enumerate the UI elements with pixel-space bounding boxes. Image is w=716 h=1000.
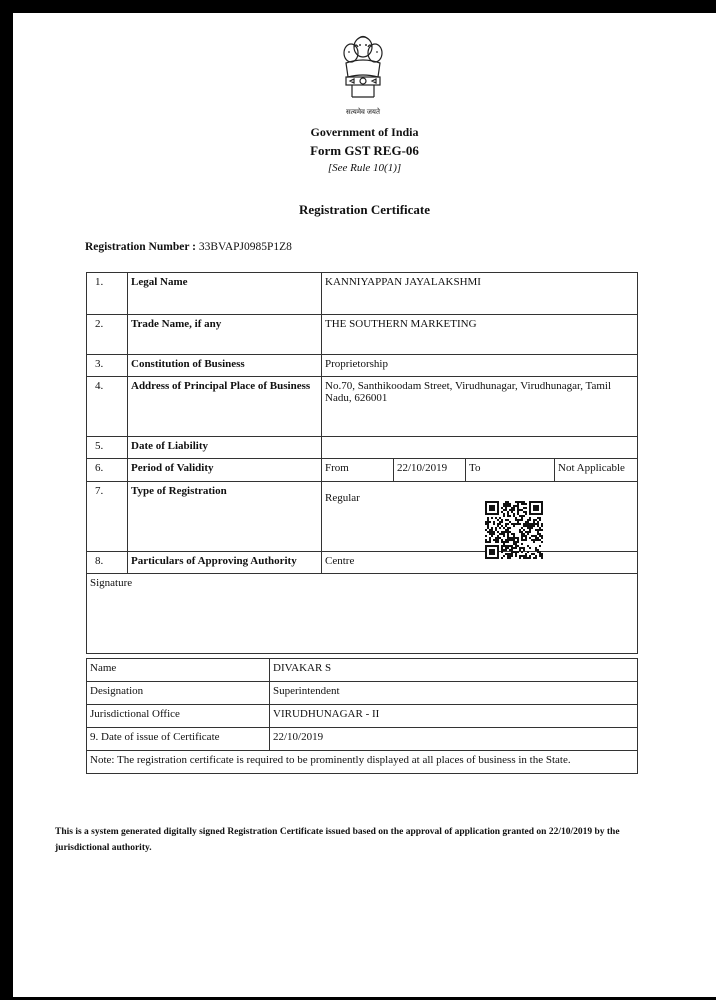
- certificate-details-table: [86, 272, 638, 654]
- row-number: 2.: [87, 315, 128, 355]
- registration-number-label: Registration Number :: [85, 241, 196, 253]
- table-row: [87, 273, 638, 315]
- row-label: Date of Liability: [128, 437, 322, 459]
- table-row: [87, 552, 638, 574]
- validity-row: [322, 459, 637, 481]
- table-row: [87, 728, 638, 751]
- validity-to-value: Not Applicable: [558, 462, 625, 474]
- row-number: 5.: [87, 437, 128, 459]
- display-note: Note: The registration certificate is required to be prominently displayed at all places of business in the State.: [87, 751, 638, 774]
- address-value: No.70, Santhikoodam Street, Virudhunagar, Virudhunagar, Tamil Nadu, 626001: [322, 377, 638, 437]
- validity-subtable: [322, 459, 637, 481]
- officer-details-table: [86, 658, 638, 774]
- designation-value: Superintendent: [270, 682, 638, 705]
- row-label: Period of Validity: [128, 459, 322, 482]
- validity-to-label: To: [466, 459, 555, 481]
- table-row: [87, 459, 638, 482]
- issue-date-label: 9. Date of issue of Certificate: [87, 728, 270, 751]
- certificate-page: [13, 13, 716, 997]
- validity-from-label: From: [322, 459, 394, 481]
- table-row: [87, 315, 638, 355]
- officer-name-label: Name: [87, 659, 270, 682]
- validity-cell: [322, 459, 638, 482]
- designation-label: Designation: [87, 682, 270, 705]
- table-row: [87, 355, 638, 377]
- issue-date-value: 22/10/2019: [270, 728, 638, 751]
- national-emblem-icon: [338, 33, 388, 99]
- trade-name-value: THE SOUTHERN MARKETING: [322, 315, 638, 355]
- row-number: 4.: [87, 377, 128, 437]
- row-label: Particulars of Approving Authority: [128, 552, 322, 574]
- emblem-motto: सत्यमेव जयते: [346, 108, 380, 116]
- legal-name-value: KANNIYAPPAN JAYALAKSHMI: [322, 273, 638, 315]
- table-row: [87, 482, 638, 552]
- row-label: Address of Principal Place of Business: [128, 377, 322, 437]
- row-label: Constitution of Business: [128, 355, 322, 377]
- registration-number: [85, 241, 292, 253]
- table-row: [87, 751, 638, 774]
- signature-label: Signature: [87, 574, 638, 654]
- date-of-liability-value: [322, 437, 638, 459]
- validity-from-value: 22/10/2019: [394, 459, 466, 481]
- row-number: 6.: [87, 459, 128, 482]
- form-heading: Form GST REG-06: [310, 143, 419, 158]
- registration-number-value: 33BVAPJ0985P1Z8: [198, 241, 292, 253]
- government-heading: Government of India: [310, 125, 419, 139]
- row-number: 8.: [87, 552, 128, 574]
- qr-code-icon: [485, 501, 543, 559]
- table-row: [87, 437, 638, 459]
- registration-type-value: Regular: [322, 482, 638, 552]
- approving-authority-value: Centre: [322, 552, 638, 574]
- table-row: [87, 377, 638, 437]
- jurisdictional-office-label: Jurisdictional Office: [87, 705, 270, 728]
- footer-statement: This is a system generated digitally signed Registration Certificate issued based on the approval of application granted on 22/10/2019 by the jurisdictional authority.: [55, 827, 620, 853]
- constitution-value: Proprietorship: [322, 355, 638, 377]
- table-row: [87, 682, 638, 705]
- certificate-title: Registration Certificate: [298, 202, 431, 217]
- row-number: 1.: [87, 273, 128, 315]
- row-number: 7.: [87, 482, 128, 552]
- row-label: Trade Name, if any: [128, 315, 322, 355]
- table-row: [87, 659, 638, 682]
- signature-row: [87, 574, 638, 654]
- rule-reference: [See Rule 10(1)]: [327, 162, 402, 174]
- officer-name-value: DIVAKAR S: [270, 659, 638, 682]
- table-row: [87, 705, 638, 728]
- jurisdictional-office-value: VIRUDHUNAGAR - II: [270, 705, 638, 728]
- row-label: Legal Name: [128, 273, 322, 315]
- row-number: 3.: [87, 355, 128, 377]
- row-label: Type of Registration: [128, 482, 322, 552]
